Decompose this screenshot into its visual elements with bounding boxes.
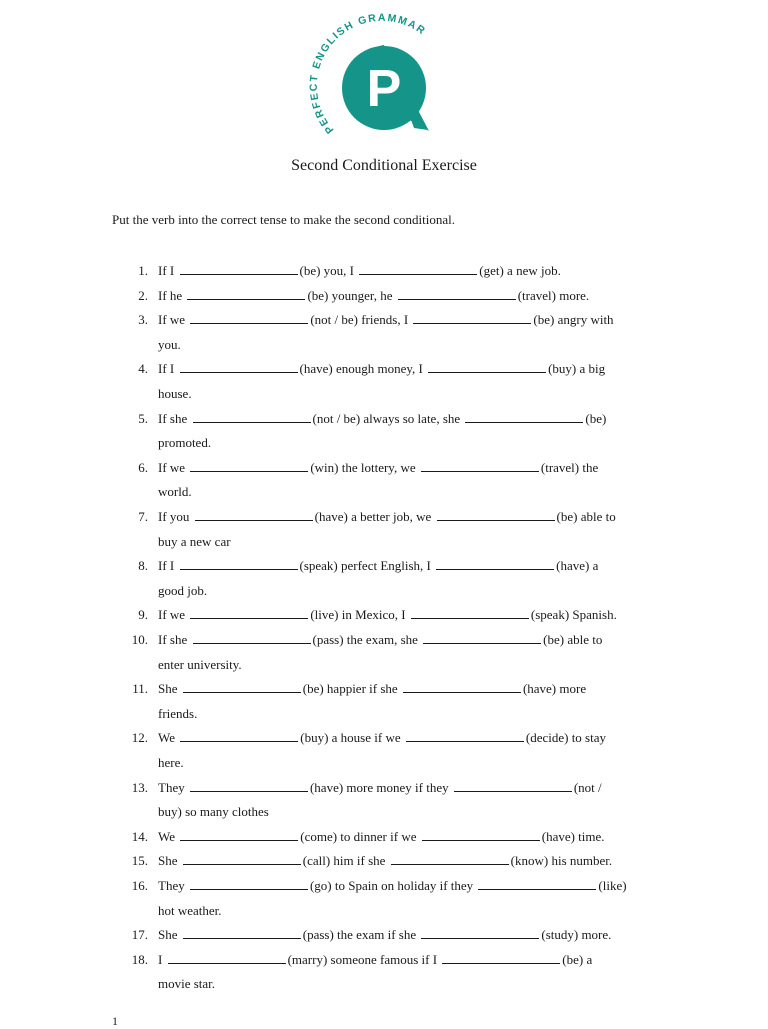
answer-blank[interactable]: [411, 606, 529, 619]
answer-blank[interactable]: [183, 852, 301, 865]
exercise-text: buy a new car: [158, 533, 231, 549]
exercise-text: She: [158, 853, 181, 869]
exercise-item-line: [158, 751, 638, 776]
exercise-text: If we: [158, 312, 189, 328]
exercise-text: (be) younger, he: [307, 287, 396, 303]
answer-blank[interactable]: [359, 262, 477, 275]
exercise-text: (not /: [573, 779, 602, 795]
exercise-number: 2.: [138, 287, 148, 303]
exercise-text: If we: [158, 607, 189, 623]
answer-blank[interactable]: [442, 951, 560, 964]
exercise-item-line: [158, 628, 638, 653]
exercise-text: (win) the lottery, we: [310, 459, 419, 475]
exercise-item-line: [158, 333, 638, 358]
exercise-text: (marry) someone famous if I: [287, 951, 441, 967]
exercise-number: 18.: [131, 951, 148, 967]
exercise-item-line: [158, 456, 638, 481]
exercise-text: (have) a better job, we: [314, 509, 435, 524]
exercise-text: (be) a: [562, 951, 593, 967]
exercise-number: 16.: [131, 878, 148, 893]
answer-blank[interactable]: [190, 877, 308, 890]
exercise-item-line: [158, 653, 638, 678]
exercise-item-line: [158, 972, 638, 997]
exercise-number: 4.: [138, 361, 148, 377]
exercise-text: I: [158, 951, 166, 967]
exercise-text: (decide) to stay: [525, 730, 606, 746]
answer-blank[interactable]: [190, 779, 308, 792]
exercise-number: 5.: [138, 410, 148, 426]
answer-blank[interactable]: [193, 631, 311, 644]
exercise-text: (be) able to: [543, 632, 603, 647]
exercise-item-line: [158, 825, 638, 850]
exercise-text: (be): [585, 410, 607, 426]
exercise-text: (pass) the exam if she: [302, 927, 420, 943]
answer-blank[interactable]: [195, 508, 313, 521]
exercise-text: We: [158, 730, 179, 746]
exercise-number: 7.: [138, 509, 148, 524]
answer-blank[interactable]: [187, 287, 305, 300]
answer-blank[interactable]: [193, 410, 311, 423]
exercise-number: 1.: [138, 263, 148, 278]
page-number: 1: [112, 1014, 118, 1028]
exercise-text: We: [158, 828, 179, 844]
exercise-text: (have) a: [556, 558, 599, 574]
exercise-text: (be) angry with: [533, 312, 614, 328]
answer-blank[interactable]: [190, 311, 308, 324]
exercise-item-line: [158, 948, 638, 973]
perfect-english-grammar-logo: [308, 10, 438, 140]
exercise-text: movie star.: [158, 976, 216, 992]
exercise-text: (know) his number.: [510, 853, 613, 869]
answer-blank[interactable]: [421, 926, 539, 939]
exercise-text: (come) to dinner if we: [300, 828, 420, 844]
answer-blank[interactable]: [421, 459, 539, 472]
exercise-number: 8.: [138, 558, 148, 574]
exercise-text: house.: [158, 386, 192, 401]
exercise-text: If you: [158, 509, 193, 524]
exercise-text: (have) time.: [541, 828, 605, 844]
exercise-text: buy) so many clothes: [158, 804, 269, 820]
answer-blank[interactable]: [422, 828, 540, 841]
exercise-text: If she: [158, 632, 191, 647]
exercise-item-line: [158, 382, 638, 407]
exercise-text: If she: [158, 410, 191, 426]
exercise-number: 13.: [131, 779, 148, 795]
exercise-text: She: [158, 927, 181, 943]
exercise-text: (go) to Spain on holiday if they: [309, 878, 477, 893]
answer-blank[interactable]: [478, 877, 596, 890]
answer-blank[interactable]: [183, 926, 301, 939]
exercise-text: (be) happier if she: [302, 681, 401, 697]
exercise-text: (have) more: [522, 681, 587, 697]
logo-arc-text: PERFECT ENGLISH GRAMMAR: [308, 11, 429, 136]
exercise-item-line: [158, 505, 638, 530]
answer-blank[interactable]: [413, 311, 531, 324]
exercise-text: (have) more money if they: [309, 779, 452, 795]
exercise-item-line: [158, 726, 638, 751]
exercise-text: If I: [158, 361, 178, 377]
exercise-text: (buy) a big: [548, 361, 606, 377]
exercise-text: here.: [158, 755, 184, 770]
exercise-text: (travel) more.: [517, 287, 590, 303]
exercise-item-line: [158, 899, 638, 924]
exercise-number: 12.: [131, 730, 148, 746]
exercise-item-line: [158, 603, 638, 628]
exercise-text: They: [158, 779, 188, 795]
answer-blank[interactable]: [465, 410, 583, 423]
exercise-text: (study) more.: [541, 927, 612, 943]
exercise-text: They: [158, 878, 188, 893]
exercise-item-line: [158, 407, 638, 432]
answer-blank[interactable]: [180, 360, 298, 373]
exercise-text: friends.: [158, 705, 198, 721]
exercise-text: (speak) Spanish.: [530, 607, 617, 623]
answer-blank[interactable]: [180, 828, 298, 841]
exercise-item-line: [158, 849, 638, 874]
exercise-text: (have) enough money, I: [299, 361, 427, 377]
exercise-text: you.: [158, 336, 181, 352]
exercise-text: (travel) the: [540, 459, 599, 475]
exercise-item-line: [158, 530, 638, 555]
exercise-number: 14.: [131, 828, 148, 844]
exercise-text: (get) a new job.: [479, 263, 561, 278]
answer-blank[interactable]: [190, 459, 308, 472]
exercise-number: 10.: [131, 632, 148, 647]
exercise-item-line: [158, 308, 638, 333]
exercise-text: (be) you, I: [299, 263, 358, 278]
exercise-text: promoted.: [158, 435, 212, 451]
exercise-text: (not / be) friends, I: [310, 312, 412, 328]
answer-blank[interactable]: [406, 729, 524, 742]
exercise-item-line: [158, 259, 638, 284]
exercise-text: (like): [598, 878, 627, 893]
exercise-text: If we: [158, 459, 189, 475]
exercise-text: She: [158, 681, 181, 697]
instructions: Put the verb into the correct tense to make the second conditional.: [112, 212, 455, 227]
answer-blank[interactable]: [190, 606, 308, 619]
exercise-number: 15.: [131, 853, 148, 869]
exercise-text: (be) able to: [556, 509, 616, 524]
exercise-item-line: [158, 284, 638, 309]
exercise-number: 17.: [131, 927, 148, 943]
answer-blank[interactable]: [391, 852, 509, 865]
answer-blank[interactable]: [183, 680, 301, 693]
exercise-text: (live) in Mexico, I: [310, 607, 409, 623]
exercise-text: (speak) perfect English, I: [299, 558, 435, 574]
exercise-item-line: [158, 874, 638, 899]
exercise-text: hot weather.: [158, 902, 222, 918]
exercise-item-line: [158, 677, 638, 702]
exercise-text: good job.: [158, 582, 208, 598]
exercise-item-line: [158, 579, 638, 604]
answer-blank[interactable]: [423, 631, 541, 644]
exercise-text: enter university.: [158, 656, 242, 672]
exercise-item-line: [158, 480, 638, 505]
exercise-item-line: [158, 357, 638, 382]
exercise-item-line: [158, 431, 638, 456]
answer-blank[interactable]: [180, 262, 298, 275]
answer-blank[interactable]: [403, 680, 521, 693]
answer-blank[interactable]: [436, 557, 554, 570]
answer-blank[interactable]: [180, 729, 298, 742]
page-title: Second Conditional Exercise: [291, 157, 477, 174]
logo-letter: P: [366, 60, 402, 118]
exercise-number: 9.: [138, 607, 148, 623]
answer-blank[interactable]: [168, 951, 286, 964]
exercise-text: If I: [158, 263, 178, 278]
answer-blank[interactable]: [180, 557, 298, 570]
exercise-item-line: [158, 923, 638, 948]
answer-blank[interactable]: [454, 779, 572, 792]
exercise-text: (pass) the exam, she: [312, 632, 422, 647]
exercise-text: world.: [158, 484, 192, 500]
exercise-item-line: [158, 554, 638, 579]
exercise-number: 11.: [132, 681, 148, 697]
exercise-item-line: [158, 776, 638, 801]
exercise-item-line: [158, 702, 638, 727]
exercise-text: (call) him if she: [302, 853, 389, 869]
exercise-item-line: [158, 800, 638, 825]
exercise-text: (buy) a house if we: [300, 730, 404, 746]
exercise-text: If I: [158, 558, 178, 574]
exercise-number: 6.: [138, 459, 148, 475]
answer-blank[interactable]: [437, 508, 555, 521]
answer-blank[interactable]: [428, 360, 546, 373]
exercise-text: If he: [158, 287, 186, 303]
answer-blank[interactable]: [398, 287, 516, 300]
exercise-number: 3.: [138, 312, 148, 328]
exercise-text: (not / be) always so late, she: [312, 410, 464, 426]
